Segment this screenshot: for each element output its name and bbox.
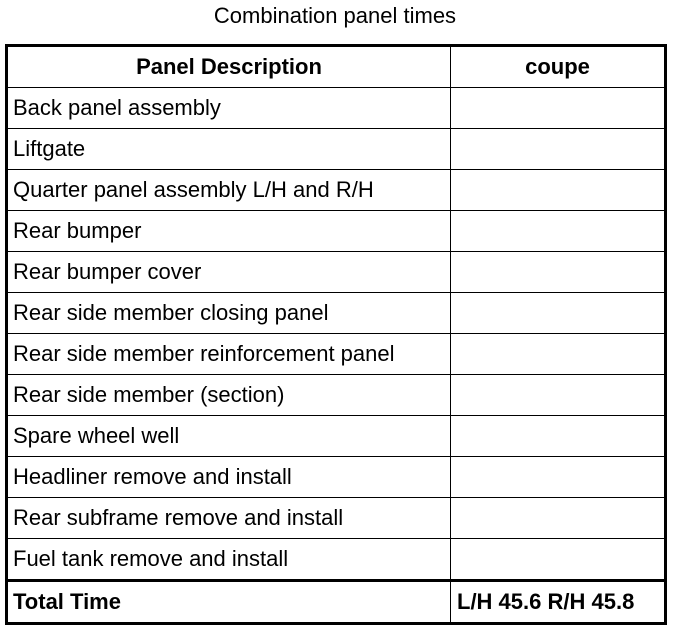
- table-row: [7, 293, 666, 334]
- row-description: Rear subframe remove and install: [7, 498, 451, 539]
- row-coupe-value: [451, 252, 666, 293]
- table-row: [7, 170, 666, 211]
- row-coupe-value: [451, 170, 666, 211]
- table-row: [7, 129, 666, 170]
- row-description: Rear side member closing panel: [7, 293, 451, 334]
- row-description: Fuel tank remove and install: [7, 539, 451, 581]
- row-coupe-value: [451, 375, 666, 416]
- row-description: Back panel assembly: [7, 88, 451, 129]
- table-row: [7, 211, 666, 252]
- row-coupe-value: [451, 498, 666, 539]
- table-title: Combination panel times: [213, 3, 457, 28]
- table-row: [7, 498, 666, 539]
- row-coupe-value: [451, 457, 666, 498]
- row-coupe-value: [451, 129, 666, 170]
- total-label: Total Time: [7, 581, 451, 624]
- row-coupe-value: [451, 293, 666, 334]
- total-row: [7, 581, 666, 624]
- header-panel-description: Panel Description: [7, 46, 451, 88]
- row-description: Headliner remove and install: [7, 457, 451, 498]
- table-row: [7, 88, 666, 129]
- table-row: [7, 334, 666, 375]
- row-coupe-value: [451, 211, 666, 252]
- row-description: Rear side member reinforcement panel: [7, 334, 451, 375]
- row-coupe-value: [451, 539, 666, 581]
- table-row: [7, 539, 666, 581]
- table-row: [7, 375, 666, 416]
- header-row: [7, 46, 666, 88]
- row-description: Rear bumper cover: [7, 252, 451, 293]
- row-description: Liftgate: [7, 129, 451, 170]
- row-coupe-value: [451, 334, 666, 375]
- header-coupe: coupe: [451, 46, 666, 88]
- table-row: [7, 416, 666, 457]
- table-row: [7, 457, 666, 498]
- row-description: Rear bumper: [7, 211, 451, 252]
- row-coupe-value: [451, 88, 666, 129]
- row-coupe-value: [451, 416, 666, 457]
- panel-times-table: [5, 44, 667, 625]
- row-description: Rear side member (section): [7, 375, 451, 416]
- table-row: [7, 252, 666, 293]
- total-value: L/H 45.6 R/H 45.8: [451, 581, 666, 624]
- row-description: Spare wheel well: [7, 416, 451, 457]
- row-description: Quarter panel assembly L/H and R/H: [7, 170, 451, 211]
